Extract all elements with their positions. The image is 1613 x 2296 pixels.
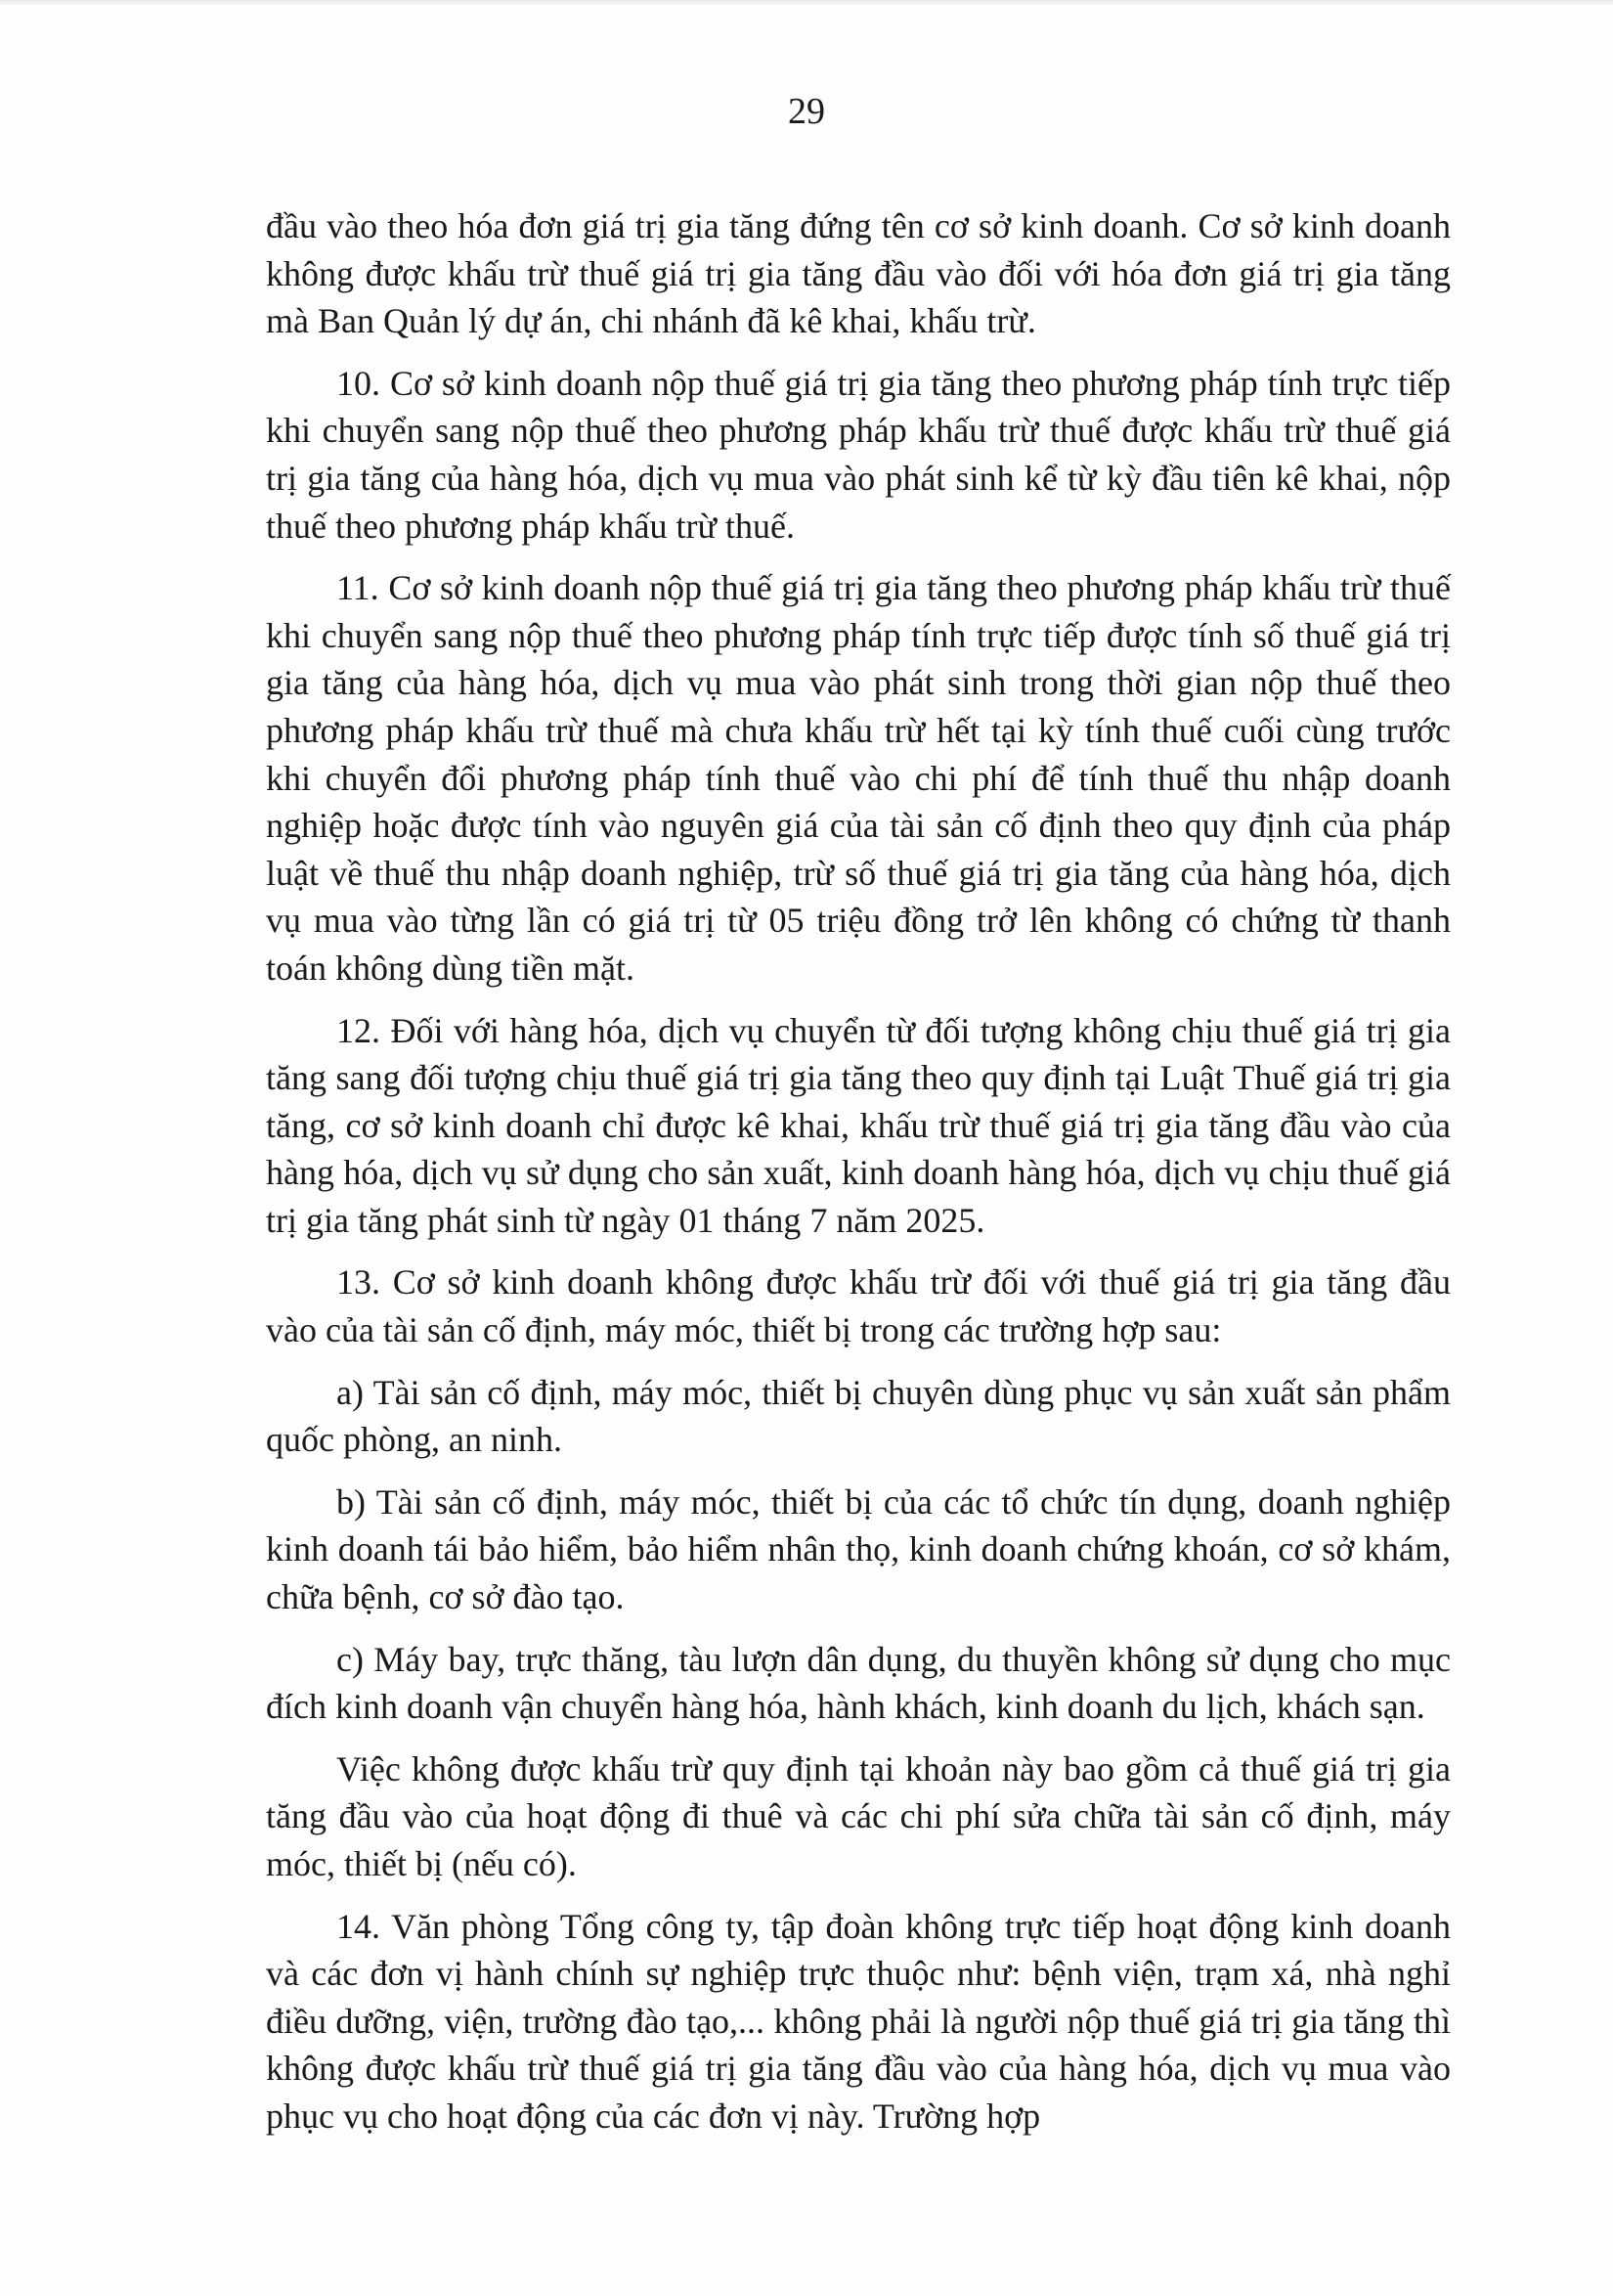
- document-body: [266, 202, 1451, 2155]
- paragraph-clause-13b: b) Tài sản cố định, máy móc, thiết bị của các tổ chức tín dụng, doanh nghiệp kinh doanh tái bảo hiểm, bảo hiểm nhân thọ, kinh doanh chứng khoán, cơ sở khám, chữa bệnh, cơ sở đào tạo.: [266, 1481, 1451, 1617]
- paragraph-clause-11: 11. Cơ sở kinh doanh nộp thuế giá trị gia tăng theo phương pháp khấu trừ thuế khi chuyển sang nộp thuế theo phương pháp tính trực tiếp được tính số thuế giá trị gia tăng của hàng hóa, dịch vụ mua vào phát sinh trong thời gian nộp thuế theo phương pháp khấu trừ thuế mà chưa khấu trừ hết tại kỳ tính thuế cuối cùng trước khi chuyển đổi phương pháp tính thuế vào chi phí để tính thuế thu nhập doanh nghiệp hoặc được tính vào nguyên giá của tài sản cố định theo quy định của pháp luật về thuế thu nhập doanh nghiệp, trừ số thuế giá trị gia tăng của hàng hóa, dịch vụ mua vào từng lần có giá trị từ 05 triệu đồng trở lên không có chứng từ thanh toán không dùng tiền mặt.: [266, 568, 1451, 988]
- paragraph-clause-13c: c) Máy bay, trực thăng, tàu lượn dân dụng, du thuyền không sử dụng cho mục đích kinh doanh vận chuyển hàng hóa, hành khách, kinh doanh du lịch, khách sạn.: [266, 1639, 1451, 1727]
- paragraph-clause-13: 13. Cơ sở kinh doanh không được khấu trừ đối với thuế giá trị gia tăng đầu vào của tài sản cố định, máy móc, thiết bị trong các trường hợp sau:: [266, 1262, 1451, 1350]
- paragraph-clause-13a: a) Tài sản cố định, máy móc, thiết bị chuyên dùng phục vụ sản xuất sản phẩm quốc phòng, an ninh.: [266, 1372, 1451, 1460]
- paragraph-clause-13-note: Việc không được khấu trừ quy định tại khoản này bao gồm cả thuế giá trị gia tăng đầu vào của hoạt động đi thuê và các chi phí sửa chữa tài sản cố định, máy móc, thiết bị (nếu có).: [266, 1748, 1451, 1883]
- page-number: 29: [788, 91, 825, 132]
- paragraph-clause-14: 14. Văn phòng Tổng công ty, tập đoàn không trực tiếp hoạt động kinh doanh và các đơn vị hành chính sự nghiệp trực thuộc như: bệnh viện, trạm xá, nhà nghỉ điều dưỡng, viện, trường đào tạo,... không phải là người nộp thuế giá trị gia tăng thì không được khấu trừ thuế giá trị gia tăng đầu vào của hàng hóa, dịch vụ mua vào phục vụ cho hoạt động của các đơn vị này. Trường hợp: [266, 1906, 1451, 2136]
- paragraph-clause-12: 12. Đối với hàng hóa, dịch vụ chuyển từ đối tượng không chịu thuế giá trị gia tăng sang đối tượng chịu thuế giá trị gia tăng theo quy định tại Luật Thuế giá trị gia tăng, cơ sở kinh doanh chỉ được kê khai, khấu trừ thuế giá trị gia tăng đầu vào của hàng hóa, dịch vụ sử dụng cho sản xuất, kinh doanh hàng hóa, dịch vụ chịu thuế giá trị gia tăng phát sinh từ ngày 01 tháng 7 năm 2025.: [266, 1010, 1451, 1240]
- scan-edge: [0, 0, 1613, 6]
- paragraph-continuation: đầu vào theo hóa đơn giá trị gia tăng đứng tên cơ sở kinh doanh. Cơ sở kinh doanh không được khấu trừ thuế giá trị gia tăng đầu vào đối với hóa đơn giá trị gia tăng mà Ban Quản lý dự án, chi nhánh đã kê khai, khấu trừ.: [266, 206, 1451, 341]
- paragraph-clause-10: 10. Cơ sở kinh doanh nộp thuế giá trị gia tăng theo phương pháp tính trực tiếp khi chuyển sang nộp thuế theo phương pháp khấu trừ thuế được khấu trừ thuế giá trị gia tăng của hàng hóa, dịch vụ mua vào phát sinh kể từ kỳ đầu tiên kê khai, nộp thuế theo phương pháp khấu trừ thuế.: [266, 363, 1451, 546]
